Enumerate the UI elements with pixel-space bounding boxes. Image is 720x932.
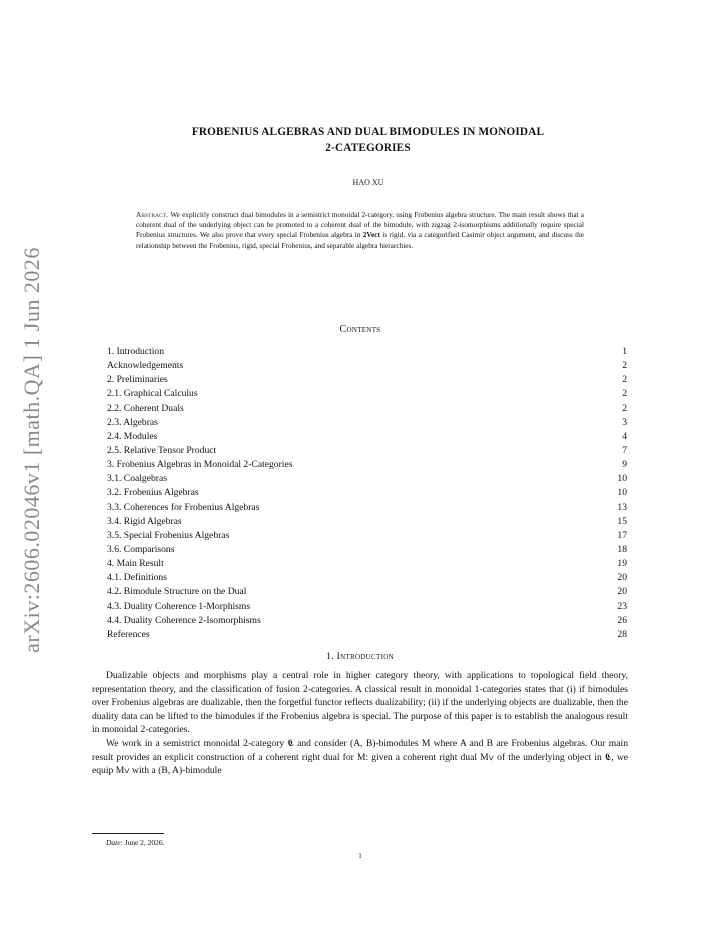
toc-entry-label: 2. Preliminaries xyxy=(107,374,168,386)
toc-entry-label: 3.3. Coherences for Frobenius Algebras xyxy=(107,501,260,513)
toc-entry-page: 17 xyxy=(617,529,627,541)
abstract-bold-term: 2Vect xyxy=(362,230,380,240)
introduction-paragraph-1: Dualizable objects and morphisms play a central role in higher category theory, with applications to topological field theory, representation theory, and the classification of fusion 2-categories. A classical result in monoidal 1-categories states that (i) if bimodules over Frobenius algebras are dualizable, then the forgetful functor reflects dualizability; (ii) if the underlying objects are dualizable, then the duality data can be lifted to the bimodules if the Frobenius algebra is special. The purpose of this paper is to establish the analogous result in monoidal 2-categories. xyxy=(92,670,628,736)
toc-entry-page: 9 xyxy=(622,459,627,471)
toc-entry[interactable] xyxy=(107,486,627,500)
title-line-1: FROBENIUS ALGEBRAS AND DUAL BIMODULES IN MONOIDAL xyxy=(191,126,545,138)
toc-entry-label: 3.5. Special Frobenius Algebras xyxy=(107,529,230,541)
toc-entry-label: 3. Frobenius Algebras in Monoidal 2-Categories xyxy=(107,459,293,471)
toc-entry-label: 1. Introduction xyxy=(107,346,165,357)
toc-entry[interactable] xyxy=(107,600,627,614)
toc-entry-page: 10 xyxy=(617,487,627,499)
introduction-heading: 1. Introduction xyxy=(326,651,394,662)
contents-heading: Contents xyxy=(339,324,381,335)
toc-entry-label: 2.1. Graphical Calculus xyxy=(107,388,198,400)
toc-entry[interactable] xyxy=(107,430,627,444)
toc-entry-page: 2 xyxy=(622,374,627,386)
toc-entry[interactable] xyxy=(107,501,627,515)
table-of-contents xyxy=(107,345,627,642)
toc-entry-page: 13 xyxy=(617,501,627,513)
title-line-2: 2-CATEGORIES xyxy=(325,142,411,154)
abstract-text-2: is rigid, via a categorified Casimir object argument, and discuss the relationship between the Frobenius, rigid, special Frobenius, and separable algebra hierarchies. xyxy=(136,230,584,250)
toc-entry[interactable] xyxy=(107,628,627,642)
toc-entry-page: 1 xyxy=(622,346,627,357)
toc-entry-label: 4.1. Definitions xyxy=(107,572,167,584)
toc-entry-page: 2 xyxy=(622,388,627,400)
arxiv-sidebar-stamp xyxy=(12,247,52,653)
introduction-body xyxy=(92,669,628,778)
toc-entry-page: 18 xyxy=(617,543,627,555)
toc-entry-page: 19 xyxy=(617,558,627,570)
toc-entry-page: 28 xyxy=(617,628,627,640)
toc-entry-label: 2.5. Relative Tensor Product xyxy=(107,444,217,456)
toc-entry[interactable] xyxy=(107,543,627,557)
toc-entry[interactable] xyxy=(107,529,627,543)
toc-entry-label: 3.2. Frobenius Algebras xyxy=(107,487,199,499)
toc-entry-label: 3.6. Comparisons xyxy=(107,543,175,555)
toc-entry[interactable] xyxy=(107,614,627,628)
footnote-rule xyxy=(92,833,164,834)
abstract-label: Abstract. xyxy=(136,210,169,219)
toc-entry-page: 4 xyxy=(622,430,627,442)
toc-entry[interactable] xyxy=(107,345,627,359)
toc-entry-label: 2.2. Coherent Duals xyxy=(107,402,184,414)
introduction-paragraph-2: We work in a semistrict monoidal 2-category 𝕮 and consider (A, B)-bimodules M where A and B are Frobenius algebras. Our main result provides an explicit construction of a coherent right dual for M: given a coherent right dual M∨ of the underlying object in 𝕮, we equip M∨ with a (B, A)-bimodule xyxy=(92,737,628,777)
toc-entry-page: 10 xyxy=(617,473,627,485)
toc-entry[interactable] xyxy=(107,359,627,373)
toc-entry[interactable] xyxy=(107,458,627,472)
abstract-text-1: We explicitly construct dual bimodules in a semistrict monoidal 2-category, using Frobenius algebra structure. The main result shows that a coherent dual of the underlying object can be promoted to a coherent dual of the bimodule, with zigzag 2-isomorphisms additionally require special Frobenius structures. We also prove that every special Frobenius algebra in xyxy=(136,210,584,240)
toc-entry-page: 20 xyxy=(617,586,627,598)
toc-entry[interactable] xyxy=(107,444,627,458)
toc-entry-label: 4. Main Result xyxy=(107,558,164,570)
toc-entry-label: 4.2. Bimodule Structure on the Dual xyxy=(107,586,247,598)
toc-entry-page: 2 xyxy=(622,402,627,414)
arxiv-identifier: arXiv:2606.02046v1 [math.QA] 1 Jun 2026 xyxy=(19,247,44,653)
toc-entry-page: 26 xyxy=(617,614,627,626)
toc-entry-label: References xyxy=(107,628,150,640)
date-text: : June 2, 2026. xyxy=(120,838,165,847)
toc-entry-page: 2 xyxy=(622,360,627,372)
toc-entry[interactable] xyxy=(107,402,627,416)
toc-entry[interactable] xyxy=(107,472,627,486)
toc-entry-page: 3 xyxy=(622,416,627,428)
toc-entry-label: Acknowledgements xyxy=(107,360,184,372)
toc-entry[interactable] xyxy=(107,373,627,387)
abstract xyxy=(136,210,584,251)
toc-entry[interactable] xyxy=(107,387,627,401)
toc-entry-label: 2.3. Algebras xyxy=(107,416,158,428)
author-name: HAO XU xyxy=(352,178,384,187)
toc-entry[interactable] xyxy=(107,585,627,599)
toc-entry[interactable] xyxy=(107,416,627,430)
toc-entry-label: 2.4. Modules xyxy=(107,430,158,442)
toc-entry-page: 20 xyxy=(617,572,627,584)
toc-entry[interactable] xyxy=(107,557,627,571)
toc-entry-label: 3.4. Rigid Algebras xyxy=(107,515,182,527)
toc-entry[interactable] xyxy=(107,571,627,585)
toc-entry-page: 7 xyxy=(622,444,627,456)
toc-entry-label: 3.1. Coalgebras xyxy=(107,473,167,485)
date-footnote xyxy=(106,838,165,847)
toc-entry-label: 4.4. Duality Coherence 2-Isomorphisms xyxy=(107,614,261,626)
paper-title xyxy=(108,124,628,156)
toc-entry[interactable] xyxy=(107,515,627,529)
toc-entry-page: 15 xyxy=(617,515,627,527)
page-number: 1 xyxy=(358,852,362,860)
date-label: Date xyxy=(106,838,121,847)
toc-entry-page: 23 xyxy=(617,600,627,612)
toc-entry-label: 4.3. Duality Coherence 1-Morphisms xyxy=(107,600,251,612)
